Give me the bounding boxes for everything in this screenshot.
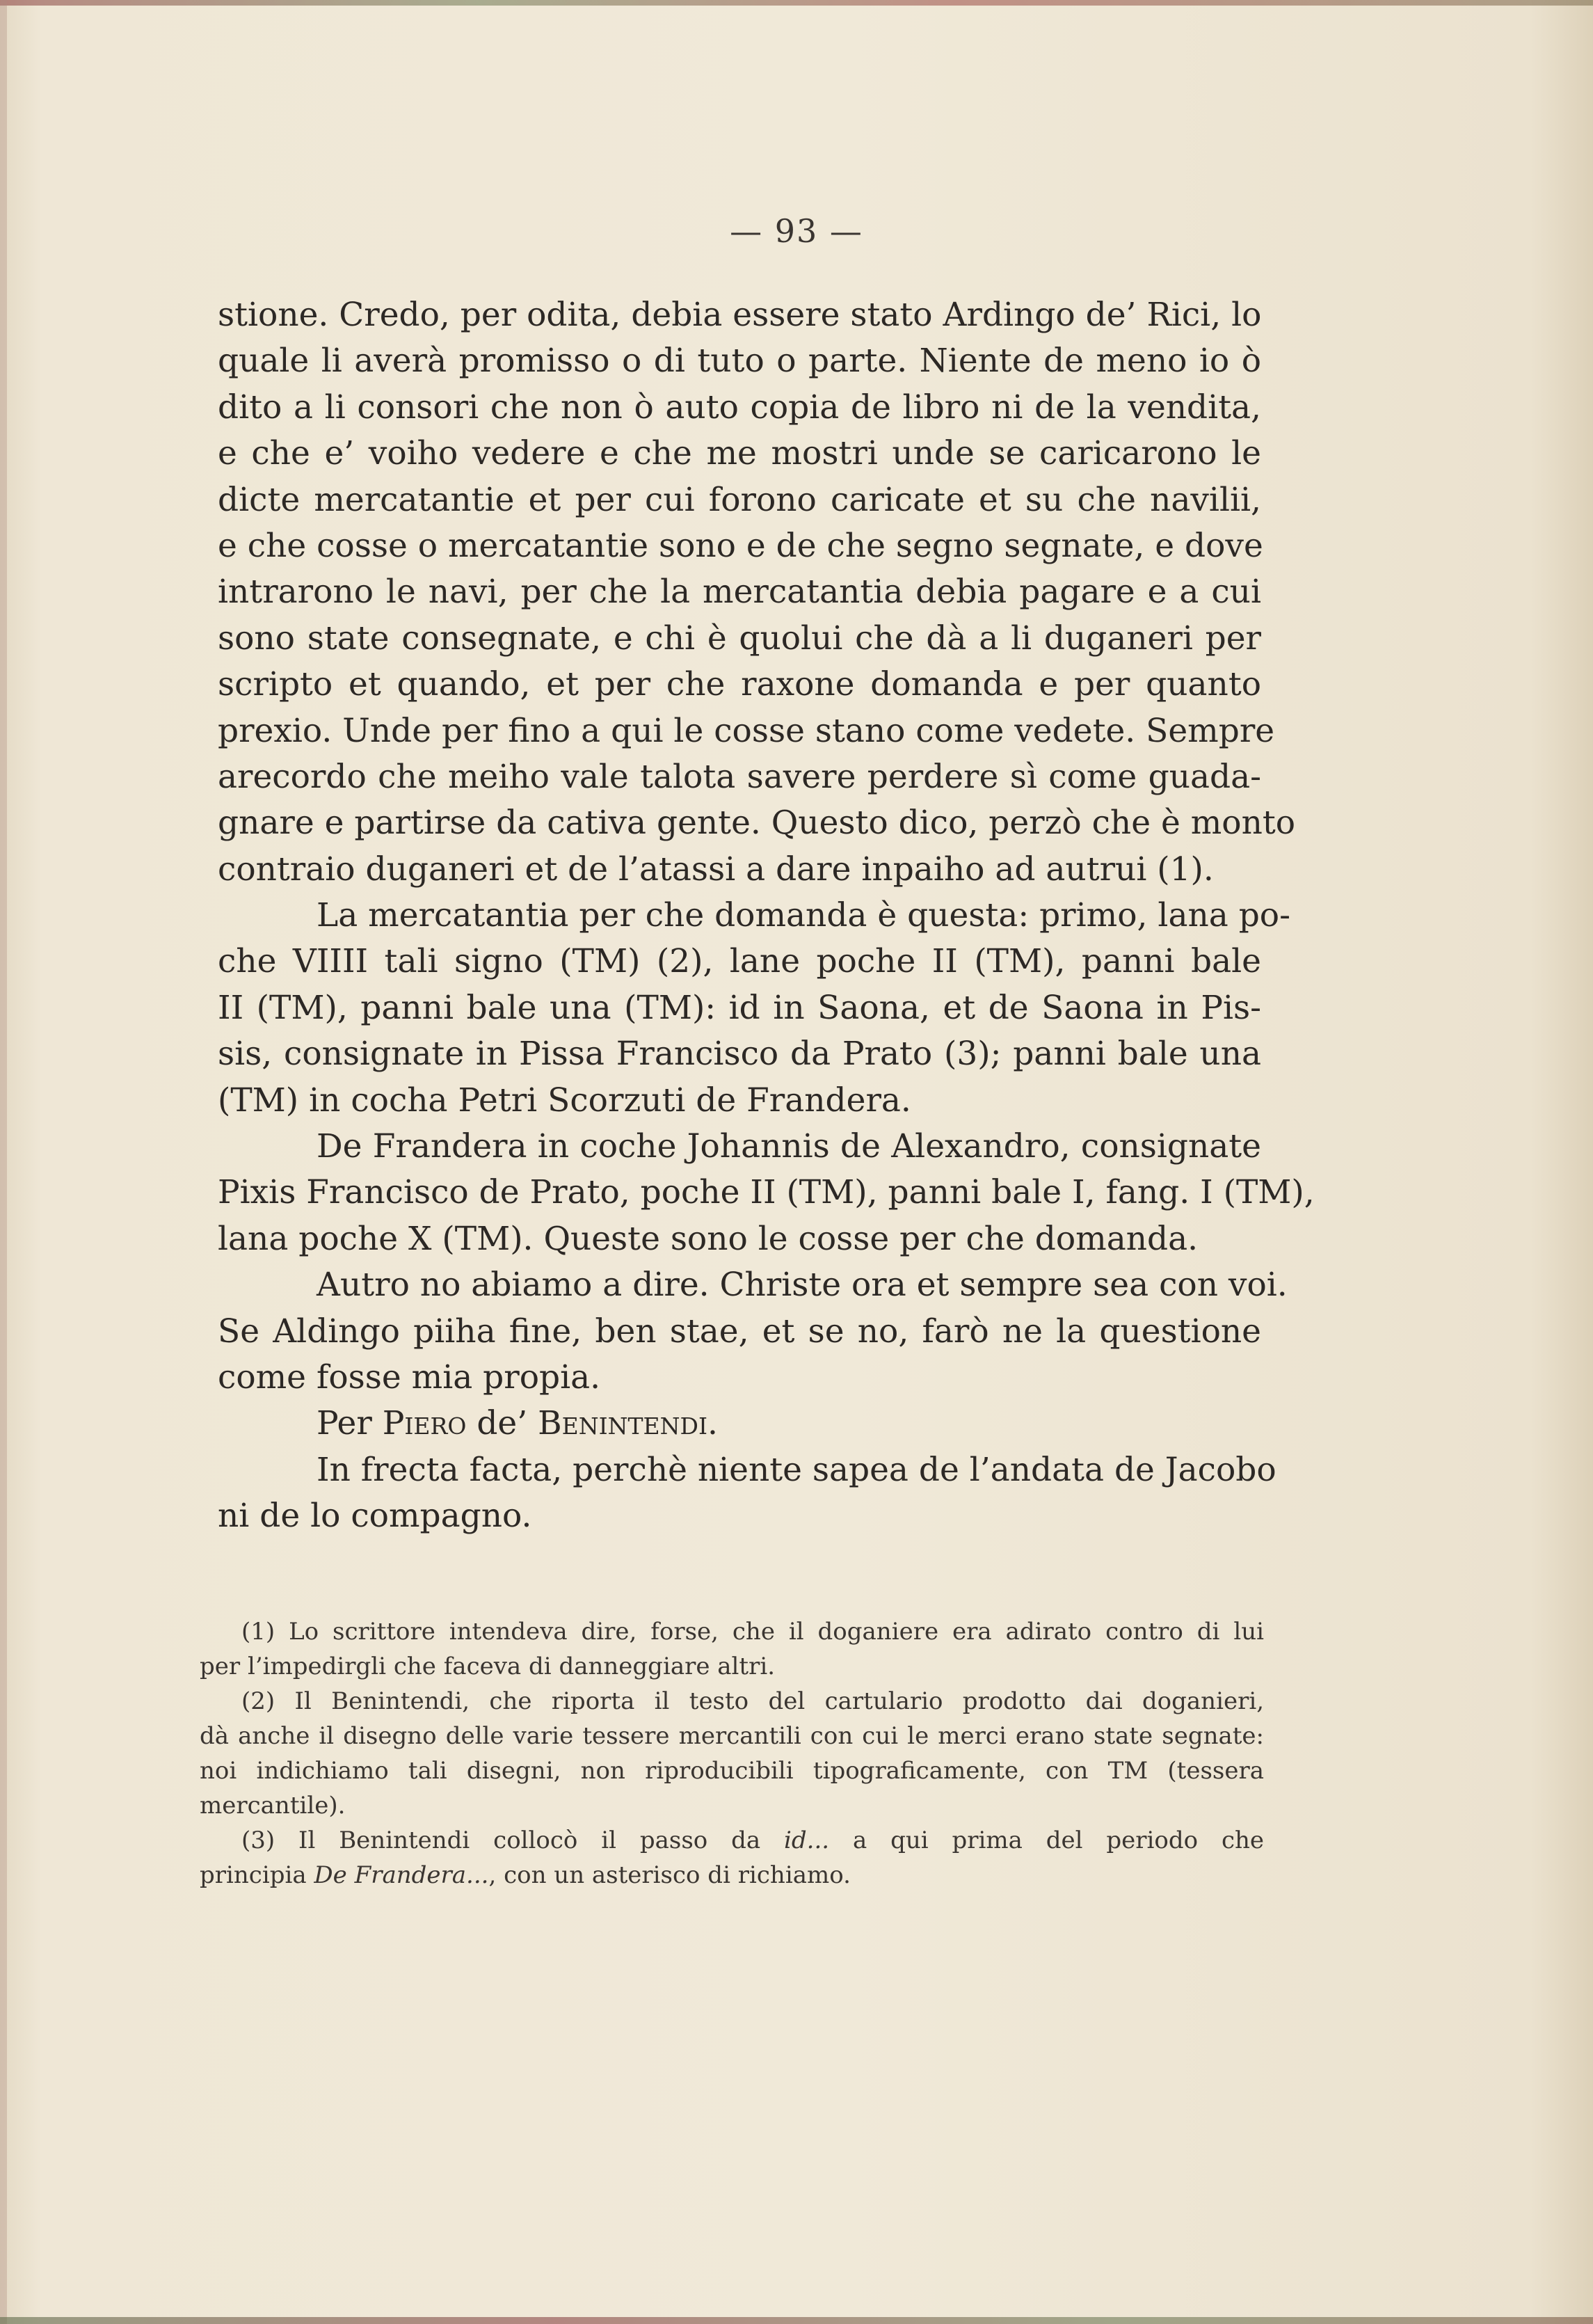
- left-edge-band: [0, 0, 7, 2324]
- footnote-line: (1) Lo scrittore intendeva dire, forse, che il doganiere era adirato contro di lui: [241, 1618, 1264, 1646]
- body-text: [218, 292, 1315, 1540]
- footnote-italic: id...: [784, 1826, 830, 1854]
- body-line: La mercatantia per che domanda è questa: primo, lana po-: [317, 896, 1290, 935]
- footnote-text: principia: [200, 1861, 314, 1889]
- body-line: In frecta facta, perchè niente sapea de l’andata de Jacobo: [317, 1450, 1276, 1489]
- body-line: Pixis Francisco de Prato, poche II (TM), panni bale I, fang. I (TM),: [218, 1173, 1315, 1212]
- body-line: lana poche X (TM). Queste sono le cosse per che domanda.: [218, 1219, 1199, 1258]
- page-number: — 93 —: [730, 212, 863, 250]
- body-line: prexio. Unde per fino a qui le cosse stano come vedete. Sempre: [218, 711, 1275, 750]
- body-line: sis, consignate in Pissa Francisco da Prato (3); panni bale una: [218, 1035, 1261, 1074]
- body-line: De Frandera in coche Johannis de Alexandro, consignate: [317, 1127, 1261, 1166]
- body-line: che VIIII tali signo (TM) (2), lane poche II (TM), panni bale: [218, 942, 1261, 981]
- body-line: Autro no abiamo a dire. Christe ora et sempre sea con voi.: [317, 1266, 1288, 1305]
- body-line: stione. Credo, per odita, debia essere stato Ardingo de’ Rici, lo: [218, 296, 1262, 334]
- signature-suffix: .: [707, 1404, 718, 1443]
- signature-prefix: Per: [317, 1404, 383, 1443]
- footnote-text: a qui prima del periodo che: [829, 1826, 1265, 1854]
- body-line: intrarono le navi, per che la mercatantia debia pagare e a cui: [218, 573, 1261, 612]
- signature-middle: de’: [466, 1404, 538, 1443]
- footnote-line: (2) Il Benintendi, che riporta il testo del cartulario prodotto dai doganieri,: [241, 1687, 1264, 1715]
- body-line: gnare e partirse da cativa gente. Questo dico, perzò che è monto: [218, 804, 1296, 843]
- body-line: dito a li consori che non ò auto copia de libro ni de la vendita,: [218, 388, 1261, 427]
- body-line: sono state consegnate, e chi è quolui che dà a li duganeri per: [218, 619, 1261, 658]
- footnote-line: dà anche il disegno delle varie tessere mercantili con cui le merci erano state segnate:: [200, 1722, 1264, 1750]
- top-edge-band: [0, 0, 1593, 6]
- footnote-text: (3) Il Benintendi collocò il passo da: [241, 1826, 785, 1854]
- footnote-line: [200, 1823, 1264, 1858]
- body-line: contraio duganeri et de l’atassi a dare inpaiho ad autrui (1).: [218, 850, 1214, 889]
- footnote-line: per l’impedirgli che faceva di danneggiare altri.: [200, 1653, 776, 1680]
- body-line: e che e’ voiho vedere e che me mostri unde se caricarono le: [218, 434, 1261, 473]
- body-line: dicte mercatantie et per cui forono caricate et su che navilii,: [218, 480, 1261, 519]
- body-line: II (TM), panni bale una (TM): id in Saona, et de Saona in Pis-: [218, 988, 1261, 1027]
- footnote-line: [200, 1858, 1264, 1893]
- body-line: arecordo che meiho vale talota savere perdere sì come guada-: [218, 757, 1261, 796]
- body-line: quale li averà promisso o di tuto o parte. Niente de meno io ò: [218, 342, 1261, 381]
- footnote-italic: De Frandera...: [314, 1861, 489, 1889]
- footnotes: [200, 1614, 1264, 1893]
- body-line: e che cosse o mercatantie sono e de che segno segnate, e dove: [218, 526, 1263, 565]
- footnote-text: , con un asterisco di richiamo.: [488, 1861, 851, 1889]
- signature-line: [218, 1401, 1261, 1447]
- body-line: Se Aldingo piiha fine, ben stae, et se no, farò ne la questione: [218, 1312, 1261, 1351]
- body-line: ni de lo compagno.: [218, 1497, 532, 1536]
- signature-first-name: Piero: [382, 1404, 467, 1443]
- footnote-line: mercantile).: [200, 1792, 346, 1820]
- body-line: come fosse mia propia.: [218, 1358, 601, 1396]
- bottom-edge-band: [0, 2317, 1593, 2324]
- signature-last-name: Benintendi: [538, 1404, 708, 1443]
- body-line: scripto et quando, et per che raxone domanda e per quanto: [218, 665, 1261, 704]
- body-line: (TM) in cocha Petri Scorzuti de Frandera.: [218, 1081, 911, 1120]
- footnote-line: noi indichiamo tali disegni, non riproducibili tipograficamente, con TM (tessera: [200, 1757, 1264, 1785]
